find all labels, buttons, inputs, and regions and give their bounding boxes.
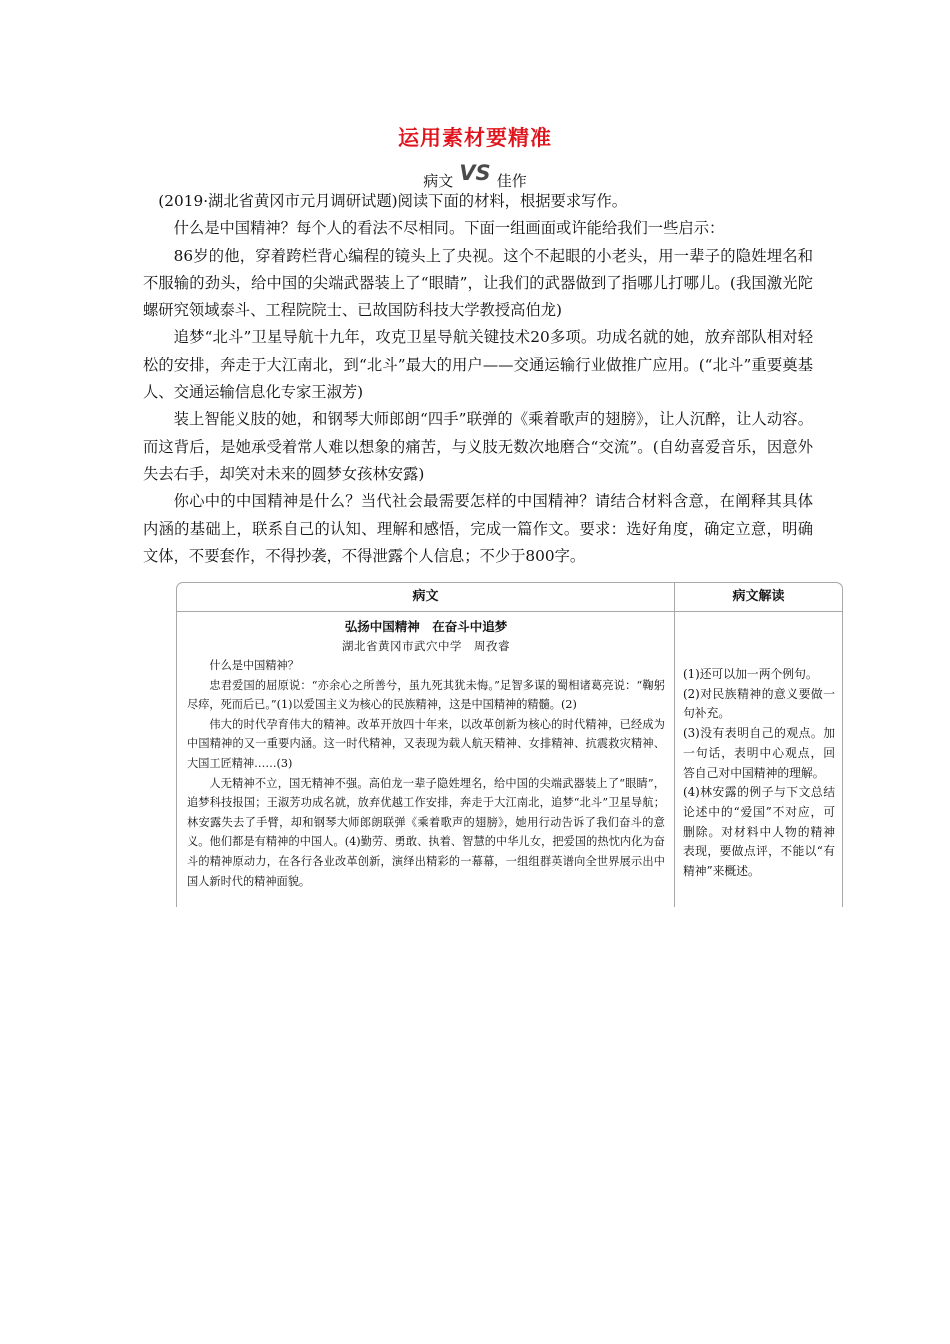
essay-author: 湖北省黄冈市武穴中学 周孜睿 [342,639,510,653]
essay-title: 弘扬中国精神 在奋斗中追梦 [344,619,508,634]
prompt-requirements: 你心中的中国精神是什么？当代社会最需要怎样的中国精神？请结合材料含意，在阐释其具体内涵的基础上，联系自己的认知、理解和感悟，完成一篇作文。要求：选好角度，确定立意，明确文体，不要套作，不得抄袭，不得泄露个人信息；不少于800字。 [143,492,813,565]
model-essay-label: 佳作 [496,172,527,190]
essay-paragraph: 伟大的时代孕育伟大的精神。改革开放四十年来，以改革创新为核心的时代精神，已经成为中国精神的又一重要内涵。这一时代精神，又表现为载人航天精神、女排精神、抗震救灾精神、大国工匠精神……(3) [187,717,665,770]
analysis-note: (1)还可以加一两个例句。 [683,667,818,681]
column-divider [674,583,675,907]
analysis-cell [683,665,835,882]
table-header-essay: 病文 [177,583,674,612]
prompt-paragraph: 装上智能义肢的她，和钢琴大师郎朗“四手”联弹的《乘着歌声的翅膀》，让人沉醉，让人动容。而这背后，是她承受着常人难以想象的痛苦，与义肢无数次地磨合“交流”。(自幼喜爱音乐，因意外失去右手，却笑对未来的圆梦女孩林安露) [143,410,813,483]
essay-paragraph: 忠君爱国的屈原说：“亦余心之所善兮，虽九死其犹未悔。”足智多谋的蜀相诸葛亮说：“鞠躬尽瘁，死而后已。”(1)以爱国主义为核心的民族精神，这是中国精神的精髓。(2) [187,678,665,712]
prompt-paragraph: 86岁的他，穿着跨栏背心编程的镜头上了央视。这个不起眼的小老头，用一辈子的隐姓埋名和不服输的劲头，给中国的尖端武器装上了“眼睛”，让我们的武器做到了指哪儿打哪儿。(我国激光陀螺研究领域泰斗、工程院院士、已故国防科技大学教授高伯龙) [143,246,813,320]
prompt-text [143,188,813,570]
page-title: 运用素材要精准 [398,126,552,150]
essay-cell [187,617,665,891]
analysis-note: (3)没有表明自己的观点。加一句话，表明中心观点，回答自己对中国精神的理解。 [683,726,835,780]
essay-paragraph: 什么是中国精神？ [209,659,299,672]
prompt-paragraph: 追梦“北斗”卫星导航十九年，攻克卫星导航关键技术20多项。功成名就的她，放弃部队相对轻松的安排，奔走于大江南北，到“北斗”最大的用户——交通运输行业做推广应用。(“北斗”重要奠基人、交通运输信息化专家王淑芳) [143,328,813,402]
analysis-note: (2)对民族精神的意义要做一句补充。 [683,686,835,721]
essay-paragraph: 人无精神不立，国无精神不强。高伯龙一辈子隐姓埋名，给中国的尖端武器装上了“眼睛”，追梦科技报国；王淑芳功成名就，放弃优越工作安排，奔走于大江南北，追梦“北斗”卫星导航；林安露失去了手臂，却和钢琴大师郎朗联弹《乘着歌声的翅膀》，她用行动告诉了我们奋斗的意义。他们都是有精神的中国人。(4)勤劳、勇敢、执着、智慧的中华儿女，把爱国的热忱内化为奋斗的精神原动力，在各行各业改革创新，演绎出精彩的一幕幕，一组组群英谱向全世界展示出中国人新时代的精神面貌。 [187,776,665,888]
prompt-source: (2019·湖北省黄冈市元月调研试题)阅读下面的材料，根据要求写作。 [158,192,628,210]
analysis-note: (4)林安露的例子与下文总结论述中的“爱国”不对应，可删除。对材料中人物的精神表现，要做点评，不能以“有精神”来概述。 [683,785,835,879]
prompt-paragraph: 什么是中国精神？每个人的看法不尽相同。下面一组画面或许能给我们一些启示： [173,219,725,238]
table-header-analysis: 病文解读 [675,583,842,612]
flawed-essay-label: 病文 [423,172,454,190]
essay-table [176,582,843,907]
vs-icon: VS [459,161,491,185]
